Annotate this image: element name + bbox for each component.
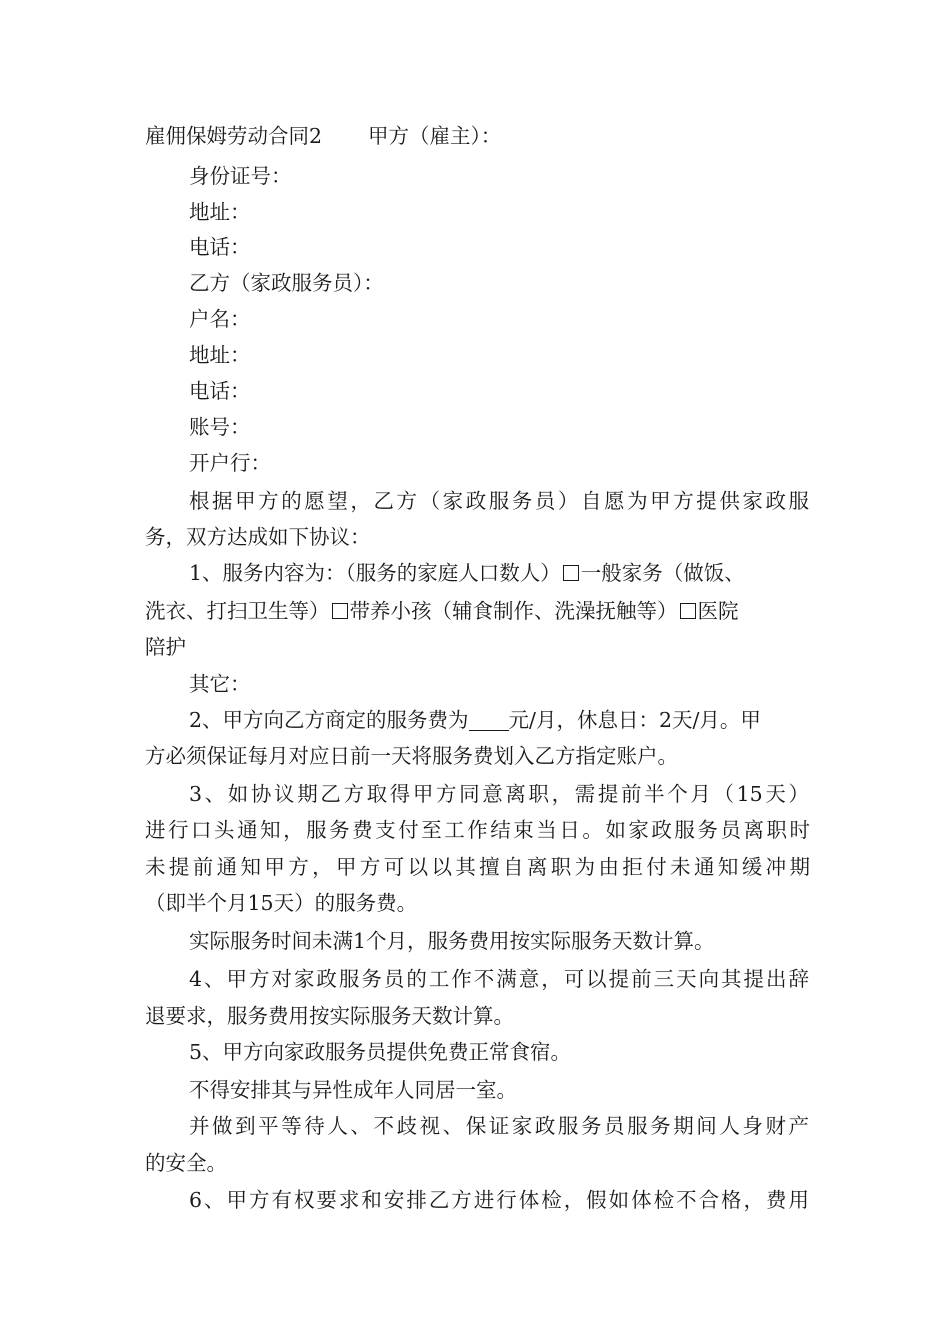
checkbox-housework[interactable] <box>563 565 579 581</box>
clause-5-line-2: 不得安排其与异性成年人同居一室。 <box>189 1078 517 1102</box>
fee-blank-field[interactable] <box>469 710 509 731</box>
clause-1-line-2: 洗衣、打扫卫生等） 带养小孩（辅食制作、洗澡抚触等） 医院 <box>145 599 739 623</box>
field-bank: 开户行： <box>189 451 271 475</box>
clause-3-line-2: 进行口头通知，服务费支付至工作结束当日。如家政服务员离职时 <box>145 818 810 842</box>
clause-1-line-1: 1、服务内容为：（服务的家庭人口数人） 一般家务（做饭、 <box>189 561 745 585</box>
clause-3-line-5: 实际服务时间未满1个月，服务费用按实际服务天数计算。 <box>189 929 715 953</box>
checkbox-childcare[interactable] <box>332 603 348 619</box>
field-address-b: 地址： <box>189 343 251 367</box>
clause-5-line-4: 的安全。 <box>145 1151 227 1175</box>
clause-3-line-1: 3、如协议期乙方取得甲方同意离职，需提前半个月（15天） <box>189 782 809 806</box>
field-account-number: 账号： <box>189 415 251 439</box>
clause-2-line-2: 方必须保证每月对应日前一天将服务费划入乙方指定账户。 <box>145 744 678 768</box>
clause-5-line-1: 5、甲方向家政服务员提供免费正常食宿。 <box>189 1040 572 1064</box>
field-phone-b: 电话： <box>189 379 251 403</box>
party-b-label: 乙方（家政服务员）： <box>189 271 384 295</box>
title-line <box>145 122 810 150</box>
other-label: 其它： <box>189 672 251 696</box>
field-id-number: 身份证号： <box>189 164 292 188</box>
clause-6-line-1: 6、甲方有权要求和安排乙方进行体检，假如体检不合格，费用 <box>189 1188 809 1212</box>
field-address-a: 地址： <box>189 200 251 224</box>
clause-5-line-3: 并做到平等待人、不歧视、保证家政服务员服务期间人身财产 <box>189 1114 809 1138</box>
field-phone-a: 电话： <box>189 235 251 259</box>
document-title: 雇佣保姆劳动合同2 <box>145 124 323 148</box>
clause-3-line-4: （即半个月15天）的服务费。 <box>145 891 418 915</box>
clause-1-line-3: 陪护 <box>145 635 186 659</box>
intro-line-2: 务，双方达成如下协议： <box>145 525 371 549</box>
intro-line-1: 根据甲方的愿望，乙方（家政服务员）自愿为甲方提供家政服 <box>189 489 809 513</box>
field-account-name: 户名： <box>189 307 251 331</box>
clause-4-line-1: 4、甲方对家政服务员的工作不满意，可以提前三天向其提出辞 <box>189 967 809 991</box>
party-a-label: 甲方（雇主）： <box>368 124 502 148</box>
checkbox-hospital-care[interactable] <box>680 603 696 619</box>
clause-4-line-2: 退要求，服务费用按实际服务天数计算。 <box>145 1004 514 1028</box>
clause-3-line-3: 未提前通知甲方，甲方可以以其擅自离职为由拒付未通知缓冲期 <box>145 855 810 879</box>
clause-2-line-1: 2、甲方向乙方商定的服务费为 元/月，休息日：2天/月。甲 <box>189 708 761 732</box>
